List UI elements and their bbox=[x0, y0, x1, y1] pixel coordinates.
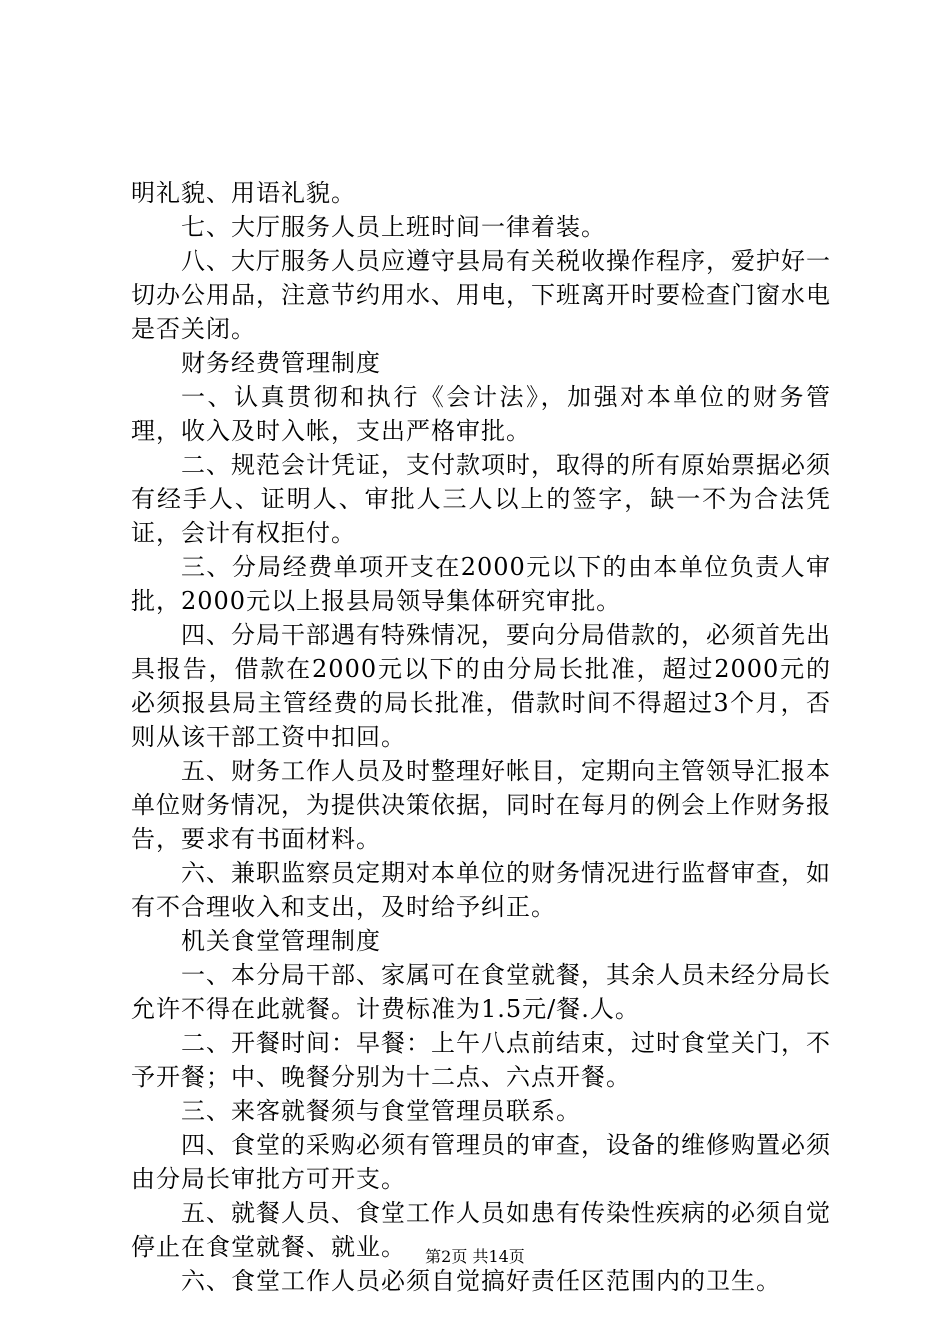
paragraph: 二、开餐时间：早餐：上午八点前结束，过时食堂关门，不予开餐；中、晚餐分别为十二点、六点开餐。 bbox=[131, 1029, 831, 1091]
page-footer: 第2页 共14页 bbox=[425, 1247, 525, 1266]
paragraph: 三、分局经费单项开支在2000元以下的由本单位负责人审批，2000元以上报县局领导集体研究审批。 bbox=[131, 553, 831, 615]
document-body bbox=[131, 176, 831, 1298]
paragraph: 二、规范会计凭证，支付款项时，取得的所有原始票据必须有经手人、证明人、审批人三人以上的签字，缺一不为合法凭证，会计有权拒付。 bbox=[131, 451, 831, 547]
paragraph: 四、食堂的采购必须有管理员的审查，设备的维修购置必须由分局长审批方可开支。 bbox=[131, 1131, 831, 1193]
section-heading: 财务经费管理制度 bbox=[181, 349, 381, 377]
paragraph: 五、财务工作人员及时整理好帐目，定期向主管领导汇报本单位财务情况，为提供决策依据，同时在每月的例会上作财务报告，要求有书面材料。 bbox=[131, 757, 831, 853]
section-heading: 机关食堂管理制度 bbox=[181, 927, 381, 955]
paragraph: 八、大厅服务人员应遵守县局有关税收操作程序，爱护好一切办公用品，注意节约用水、用电，下班离开时要检查门窗水电是否关闭。 bbox=[131, 247, 831, 343]
paragraph: 五、就餐人员、食堂工作人员如患有传染性疾病的必须自觉停止在食堂就餐、就业。 bbox=[131, 1199, 831, 1261]
paragraph: 三、来客就餐须与食堂管理员联系。 bbox=[181, 1097, 581, 1125]
paragraph: 六、兼职监察员定期对本单位的财务情况进行监督审查，如有不合理收入和支出，及时给予纠正。 bbox=[131, 859, 831, 921]
paragraph: 一、认真贯彻和执行《会计法》，加强对本单位的财务管理，收入及时入帐，支出严格审批。 bbox=[131, 383, 831, 445]
paragraph: 六、食堂工作人员必须自觉搞好责任区范围内的卫生。 bbox=[181, 1267, 781, 1295]
paragraph: 四、分局干部遇有特殊情况，要向分局借款的，必须首先出具报告，借款在2000元以下的由分局长批准，超过2000元的必须报县局主管经费的局长批准，借款时间不得超过3个月，否则从该干部工资中扣回。 bbox=[131, 621, 831, 751]
paragraph: 明礼貌、用语礼貌。 bbox=[131, 179, 356, 207]
paragraph: 七、大厅服务人员上班时间一律着装。 bbox=[181, 213, 606, 241]
paragraph: 一、本分局干部、家属可在食堂就餐，其余人员未经分局长允许不得在此就餐。计费标准为1.5元/餐.人。 bbox=[131, 961, 831, 1023]
